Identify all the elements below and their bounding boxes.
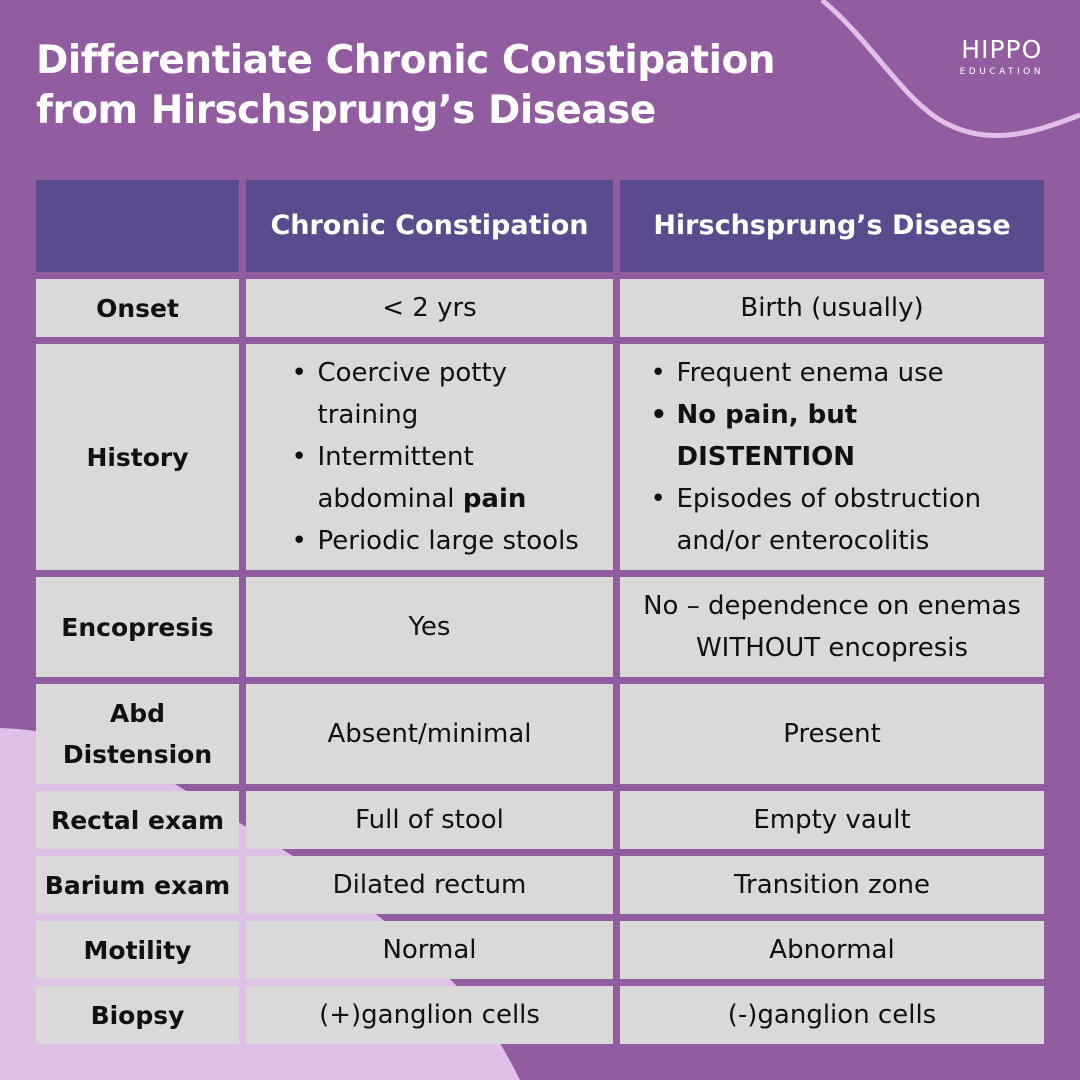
hirschsprung-value: Empty vault — [620, 791, 1044, 849]
list-item: • Episodes of obstruction and/or enterocolitis — [645, 478, 1040, 562]
title-line-1: Differentiate Chronic Constipation — [36, 38, 776, 83]
hirschsprung-value: Present — [620, 684, 1044, 784]
table-row-encopresis — [36, 577, 1044, 677]
header-hirschsprung: Hirschsprung’s Disease — [620, 180, 1044, 272]
table-row-history — [36, 344, 1044, 570]
row-label: Encopresis — [36, 577, 239, 677]
chronic-value: < 2 yrs — [246, 279, 613, 337]
chronic-value — [246, 344, 613, 570]
row-label: Onset — [36, 279, 239, 337]
chronic-value: Absent/minimal — [246, 684, 613, 784]
hippo-education-logo — [960, 36, 1044, 78]
hirschsprung-value — [620, 344, 1044, 570]
row-label: Barium exam — [36, 856, 239, 914]
row-label: Rectal exam — [36, 791, 239, 849]
logo-main-text: HIPPO — [961, 35, 1043, 64]
row-label: History — [36, 344, 239, 570]
row-label: Biopsy — [36, 986, 239, 1044]
list-item: • Frequent enema use — [645, 352, 1040, 394]
chronic-value: (+)ganglion cells — [246, 986, 613, 1044]
hirschsprung-value: Birth (usually) — [620, 279, 1044, 337]
list-item: • Periodic large stools — [286, 520, 596, 562]
table-row-abd-distension — [36, 684, 1044, 784]
table-row-onset — [36, 279, 1044, 337]
chronic-value: Yes — [246, 577, 613, 677]
table-row-barium-exam — [36, 856, 1044, 914]
list-item: • Coercive potty training — [286, 352, 596, 436]
header-empty-cell — [36, 180, 239, 272]
table-row-motility — [36, 921, 1044, 979]
title-line-2: from Hirschsprung’s Disease — [36, 88, 656, 133]
chronic-history-list — [286, 352, 596, 562]
list-item: • No pain, but DISTENTION — [645, 394, 1040, 478]
table-row-rectal-exam — [36, 791, 1044, 849]
list-item: • Intermittent abdominal pain — [286, 436, 596, 520]
row-label: Motility — [36, 921, 239, 979]
table-row-biopsy — [36, 986, 1044, 1044]
hirschsprung-value: No – dependence on enemas WITHOUT encopresis — [620, 577, 1044, 677]
hirschsprung-value: (-)ganglion cells — [620, 986, 1044, 1044]
hirschsprung-value: Abnormal — [620, 921, 1044, 979]
hirschsprung-history-list — [645, 352, 1040, 562]
table-header-row — [36, 180, 1044, 272]
row-label: Abd Distension — [36, 684, 239, 784]
chronic-value: Normal — [246, 921, 613, 979]
chronic-value: Full of stool — [246, 791, 613, 849]
comparison-table — [36, 180, 1044, 1051]
header-chronic-constipation: Chronic Constipation — [246, 180, 613, 272]
hirschsprung-value: Transition zone — [620, 856, 1044, 914]
logo-sub-text: EDUCATION — [959, 67, 1044, 77]
chronic-value: Dilated rectum — [246, 856, 613, 914]
page-title — [36, 36, 775, 136]
